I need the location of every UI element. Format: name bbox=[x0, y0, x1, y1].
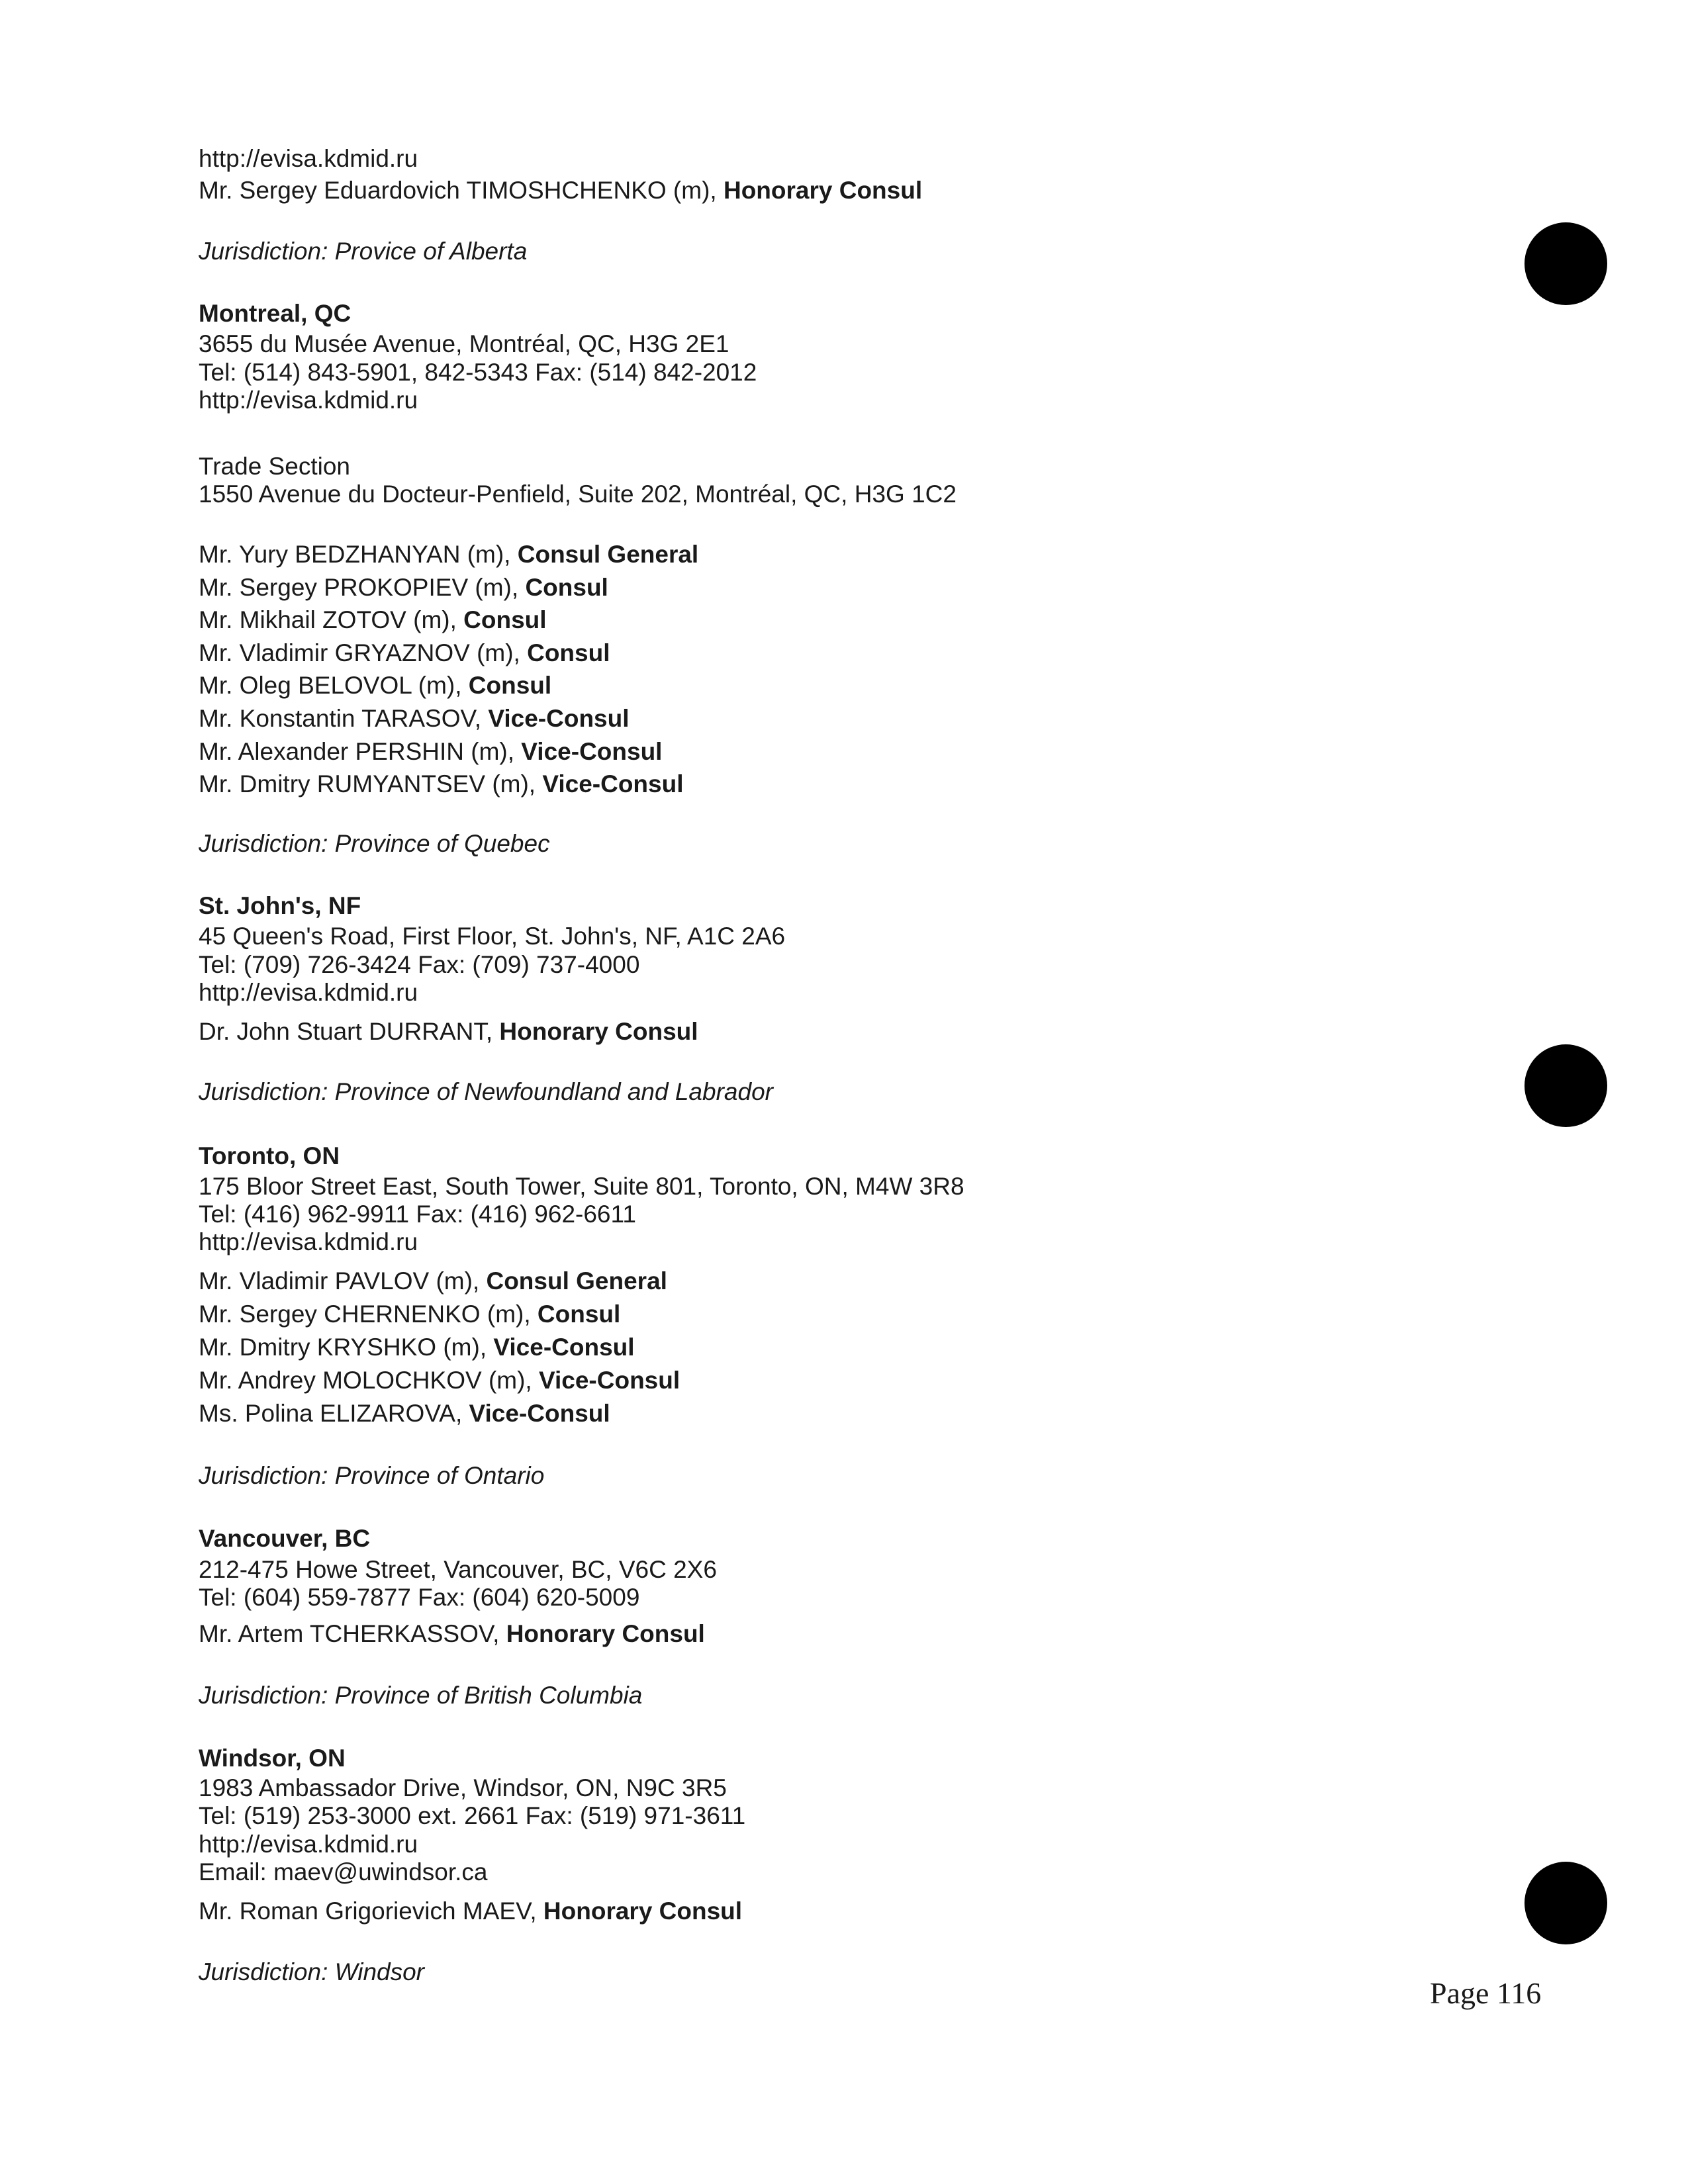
official-title: Vice-Consul bbox=[493, 1334, 635, 1361]
website: http://evisa.kdmid.ru bbox=[199, 387, 418, 414]
address: 1983 Ambassador Drive, Windsor, ON, N9C 3R5 bbox=[199, 1774, 727, 1801]
phone-fax: Tel: (514) 843-5901, 842-5343 Fax: (514) 842-2012 bbox=[199, 359, 757, 386]
city-heading: St. John's, NF bbox=[199, 892, 361, 919]
official-title: Consul General bbox=[486, 1267, 667, 1295]
official-line bbox=[199, 1897, 742, 1926]
official-line bbox=[199, 573, 608, 602]
phone-fax: Tel: (709) 726-3424 Fax: (709) 737-4000 bbox=[199, 951, 640, 978]
official-name: Mr. Vladimir PAVLOV (m), bbox=[199, 1267, 480, 1295]
official-name: Mr. Vladimir GRYAZNOV (m), bbox=[199, 639, 520, 666]
jurisdiction: Jurisdiction: Windsor bbox=[199, 1958, 425, 1985]
address: 3655 du Musée Avenue, Montréal, QC, H3G 2E1 bbox=[199, 330, 729, 357]
official-title: Consul bbox=[468, 672, 552, 699]
trade-section-label: Trade Section bbox=[199, 453, 350, 480]
official-title: Consul General bbox=[517, 541, 699, 568]
official-line bbox=[199, 704, 630, 733]
official-name: Mr. Andrey MOLOCHKOV (m), bbox=[199, 1367, 532, 1394]
official-title: Honorary Consul bbox=[499, 1018, 698, 1045]
official-name: Mr. Dmitry RUMYANTSEV (m), bbox=[199, 770, 536, 797]
official-title: Vice-Consul bbox=[538, 1367, 680, 1394]
city-heading: Vancouver, BC bbox=[199, 1525, 371, 1552]
official-line bbox=[199, 1333, 635, 1362]
jurisdiction: Jurisdiction: Province of Quebec bbox=[199, 830, 550, 857]
official-name: Mr. Mikhail ZOTOV (m), bbox=[199, 606, 457, 633]
official-title: Honorary Consul bbox=[506, 1620, 705, 1647]
jurisdiction: Jurisdiction: Province of Ontario bbox=[199, 1462, 545, 1489]
official-name: Mr. Artem TCHERKASSOV, bbox=[199, 1620, 500, 1647]
punch-hole bbox=[1524, 1044, 1607, 1127]
official-line bbox=[199, 1267, 667, 1296]
official-line bbox=[199, 1300, 620, 1329]
official-title: Vice-Consul bbox=[469, 1400, 610, 1427]
city-heading: Toronto, ON bbox=[199, 1142, 340, 1169]
official-name: Mr. Roman Grigorievich MAEV, bbox=[199, 1897, 537, 1925]
official-line bbox=[199, 176, 922, 205]
official-title: Consul bbox=[527, 639, 610, 666]
page-number: Page 116 bbox=[1430, 1976, 1542, 2010]
official-name: Mr. Sergey PROKOPIEV (m), bbox=[199, 574, 519, 601]
website: http://evisa.kdmid.ru bbox=[199, 1228, 418, 1255]
official-title: Vice-Consul bbox=[542, 770, 684, 797]
phone-fax: Tel: (604) 559-7877 Fax: (604) 620-5009 bbox=[199, 1584, 640, 1611]
phone-fax: Tel: (519) 253-3000 ext. 2661 Fax: (519) 971-3611 bbox=[199, 1802, 746, 1829]
official-title: Consul bbox=[537, 1300, 621, 1328]
website: http://evisa.kdmid.ru bbox=[199, 979, 418, 1006]
official-title: Consul bbox=[463, 606, 547, 633]
official-line bbox=[199, 606, 547, 635]
official-title: Consul bbox=[525, 574, 608, 601]
official-title: Honorary Consul bbox=[723, 177, 923, 204]
city-heading: Montreal, QC bbox=[199, 300, 352, 327]
official-name: Mr. Sergey CHERNENKO (m), bbox=[199, 1300, 531, 1328]
website: http://evisa.kdmid.ru bbox=[199, 145, 418, 172]
phone-fax: Tel: (416) 962-9911 Fax: (416) 962-6611 bbox=[199, 1201, 636, 1228]
jurisdiction: Jurisdiction: Province of British Columbia bbox=[199, 1682, 643, 1709]
official-line bbox=[199, 639, 610, 668]
email: Email: maev@uwindsor.ca bbox=[199, 1858, 488, 1886]
official-title: Vice-Consul bbox=[521, 738, 663, 765]
official-title: Vice-Consul bbox=[488, 705, 630, 732]
website: http://evisa.kdmid.ru bbox=[199, 1831, 418, 1858]
punch-hole bbox=[1524, 222, 1607, 305]
official-line bbox=[199, 1017, 698, 1046]
official-line bbox=[199, 1399, 610, 1428]
address: 212-475 Howe Street, Vancouver, BC, V6C 2X6 bbox=[199, 1556, 717, 1583]
jurisdiction: Jurisdiction: Provice of Alberta bbox=[199, 238, 528, 265]
official-title: Honorary Consul bbox=[543, 1897, 743, 1925]
official-line bbox=[199, 737, 662, 766]
trade-section-address: 1550 Avenue du Docteur-Penfield, Suite 202, Montréal, QC, H3G 1C2 bbox=[199, 480, 957, 508]
official-line bbox=[199, 1619, 705, 1649]
address: 175 Bloor Street East, South Tower, Suite 801, Toronto, ON, M4W 3R8 bbox=[199, 1173, 964, 1200]
official-line bbox=[199, 770, 684, 799]
jurisdiction: Jurisdiction: Province of Newfoundland and Labrador bbox=[199, 1078, 773, 1105]
official-line bbox=[199, 540, 698, 569]
official-name: Mr. Dmitry KRYSHKO (m), bbox=[199, 1334, 487, 1361]
city-heading: Windsor, ON bbox=[199, 1745, 346, 1772]
official-line bbox=[199, 671, 551, 700]
official-name: Ms. Polina ELIZAROVA, bbox=[199, 1400, 463, 1427]
official-name: Mr. Alexander PERSHIN (m), bbox=[199, 738, 515, 765]
official-name: Mr. Konstantin TARASOV, bbox=[199, 705, 482, 732]
official-line bbox=[199, 1366, 680, 1395]
official-name: Dr. John Stuart DURRANT, bbox=[199, 1018, 493, 1045]
address: 45 Queen's Road, First Floor, St. John's, NF, A1C 2A6 bbox=[199, 923, 786, 950]
punch-hole bbox=[1524, 1862, 1607, 1944]
official-name: Mr. Oleg BELOVOL (m), bbox=[199, 672, 462, 699]
official-name: Mr. Yury BEDZHANYAN (m), bbox=[199, 541, 511, 568]
official-name: Mr. Sergey Eduardovich TIMOSHCHENKO (m), bbox=[199, 177, 717, 204]
